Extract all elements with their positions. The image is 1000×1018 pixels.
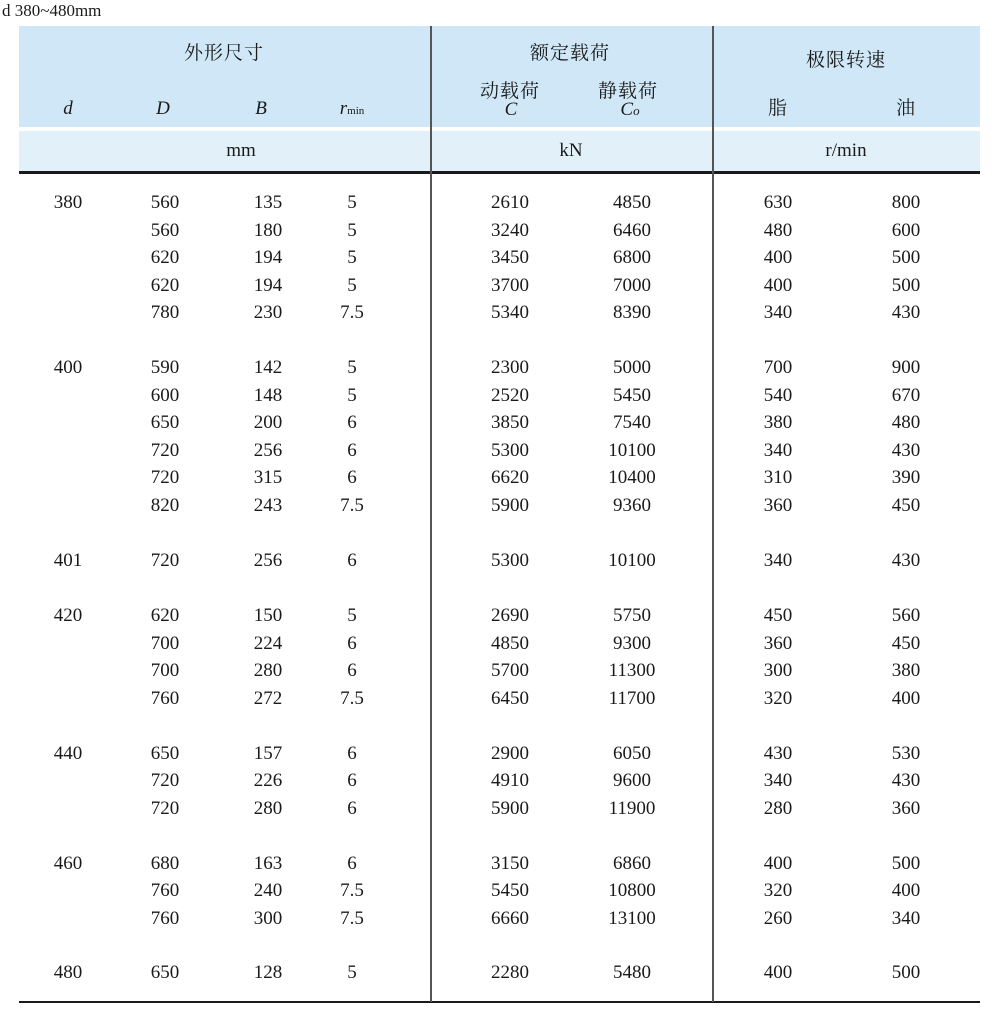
cell-grease-speed: 340 (763, 770, 793, 791)
cell-d: 400 (53, 357, 83, 378)
cell-B: 180 (253, 220, 283, 241)
cell-grease-speed: 340 (763, 550, 793, 571)
cell-d: 480 (53, 962, 83, 983)
cell-grease-speed: 380 (763, 412, 793, 433)
cell-oil-speed: 360 (891, 798, 921, 819)
cell-D: 560 (150, 220, 180, 241)
cell-B: 243 (253, 495, 283, 516)
cell-static-load: 6050 (613, 743, 651, 764)
cell-D: 680 (150, 853, 180, 874)
cell-D: 600 (150, 385, 180, 406)
cell-r-min: 5 (347, 247, 357, 268)
cell-r-min: 6 (347, 743, 357, 764)
cell-r-min: 7.5 (340, 495, 364, 516)
cell-static-load: 9300 (613, 633, 651, 654)
header-limit-speed: 极限转速 (805, 49, 887, 71)
header-static-sub: o (633, 103, 640, 118)
cell-grease-speed: 340 (763, 302, 793, 323)
cell-r-min: 7.5 (340, 908, 364, 929)
cell-B: 135 (253, 192, 283, 213)
cell-static-load: 9360 (613, 495, 651, 516)
cell-B: 150 (253, 605, 283, 626)
cell-d: 401 (53, 550, 83, 571)
cell-dynamic-load: 5340 (491, 302, 529, 323)
cell-r-min: 6 (347, 660, 357, 681)
cell-oil-speed: 500 (891, 853, 921, 874)
cell-grease-speed: 450 (763, 605, 793, 626)
cell-B: 300 (253, 908, 283, 929)
header-static-load: 静载荷 (597, 80, 659, 102)
cell-r-min: 5 (347, 962, 357, 983)
cell-D: 720 (150, 798, 180, 819)
cell-oil-speed: 900 (891, 357, 921, 378)
cell-dynamic-load: 2610 (491, 192, 529, 213)
cell-oil-speed: 500 (891, 275, 921, 296)
cell-dynamic-load: 5300 (491, 440, 529, 461)
cell-r-min: 6 (347, 550, 357, 571)
cell-dynamic-load: 2520 (491, 385, 529, 406)
cell-oil-speed: 800 (891, 192, 921, 213)
header-separator (19, 171, 980, 174)
cell-r-min: 7.5 (340, 688, 364, 709)
cell-grease-speed: 700 (763, 357, 793, 378)
cell-static-load: 11700 (608, 688, 656, 709)
cell-D: 760 (150, 908, 180, 929)
cell-static-load: 13100 (608, 908, 656, 929)
cell-oil-speed: 400 (891, 688, 921, 709)
cell-B: 163 (253, 853, 283, 874)
cell-B: 256 (253, 550, 283, 571)
cell-D: 650 (150, 743, 180, 764)
cell-dynamic-load: 2690 (491, 605, 529, 626)
cell-B: 315 (253, 467, 283, 488)
cell-oil-speed: 560 (891, 605, 921, 626)
header-oil: 油 (895, 97, 917, 119)
cell-grease-speed: 320 (763, 688, 793, 709)
cell-D: 590 (150, 357, 180, 378)
cell-static-load: 8390 (613, 302, 651, 323)
cell-D: 720 (150, 770, 180, 791)
cell-static-load: 5450 (613, 385, 651, 406)
cell-B: 280 (253, 798, 283, 819)
cell-B: 142 (253, 357, 283, 378)
cell-grease-speed: 360 (763, 495, 793, 516)
cell-D: 760 (150, 880, 180, 901)
cell-grease-speed: 320 (763, 880, 793, 901)
cell-B: 128 (253, 962, 283, 983)
cell-r-min: 5 (347, 192, 357, 213)
header-col-D: D (156, 98, 170, 119)
cell-dynamic-load: 6450 (491, 688, 529, 709)
cell-B: 240 (253, 880, 283, 901)
column-divider-1 (430, 26, 432, 1002)
cell-oil-speed: 450 (891, 495, 921, 516)
cell-D: 700 (150, 633, 180, 654)
header-col-r-sub: min (347, 105, 365, 117)
cell-dynamic-load: 5300 (491, 550, 529, 571)
cell-D: 620 (150, 605, 180, 626)
cell-grease-speed: 310 (763, 467, 793, 488)
cell-grease-speed: 480 (763, 220, 793, 241)
cell-B: 272 (253, 688, 283, 709)
cell-oil-speed: 430 (891, 302, 921, 323)
cell-oil-speed: 380 (891, 660, 921, 681)
column-divider-2 (712, 26, 714, 1002)
cell-D: 720 (150, 467, 180, 488)
cell-grease-speed: 300 (763, 660, 793, 681)
cell-oil-speed: 530 (891, 743, 921, 764)
cell-B: 224 (253, 633, 283, 654)
cell-r-min: 7.5 (340, 302, 364, 323)
cell-static-load: 5000 (613, 357, 651, 378)
cell-B: 256 (253, 440, 283, 461)
cell-static-load: 7000 (613, 275, 651, 296)
header-dynamic-load: 动载荷 (479, 80, 541, 102)
cell-r-min: 6 (347, 412, 357, 433)
cell-d: 440 (53, 743, 83, 764)
header-dimensions: 外形尺寸 (183, 42, 265, 64)
cell-oil-speed: 500 (891, 247, 921, 268)
cell-static-load: 5480 (613, 962, 651, 983)
cell-grease-speed: 400 (763, 247, 793, 268)
cell-oil-speed: 480 (891, 412, 921, 433)
cell-static-load: 5750 (613, 605, 651, 626)
cell-static-load: 6800 (613, 247, 651, 268)
cell-oil-speed: 500 (891, 962, 921, 983)
cell-r-min: 6 (347, 467, 357, 488)
cell-B: 194 (253, 275, 283, 296)
cell-static-load: 10100 (608, 440, 656, 461)
cell-dynamic-load: 5900 (491, 495, 529, 516)
cell-oil-speed: 600 (891, 220, 921, 241)
cell-dynamic-load: 5450 (491, 880, 529, 901)
cell-B: 280 (253, 660, 283, 681)
cell-D: 560 (150, 192, 180, 213)
cell-dynamic-load: 2900 (491, 743, 529, 764)
cell-static-load: 6460 (613, 220, 651, 241)
cell-D: 780 (150, 302, 180, 323)
cell-grease-speed: 630 (763, 192, 793, 213)
unit-kn: kN (559, 140, 583, 161)
cell-oil-speed: 390 (891, 467, 921, 488)
table-caption: d 380~480mm (2, 1, 102, 20)
header-static-symbol: C (620, 99, 634, 120)
cell-grease-speed: 400 (763, 275, 793, 296)
cell-D: 620 (150, 275, 180, 296)
cell-oil-speed: 450 (891, 633, 921, 654)
cell-static-load: 10100 (608, 550, 656, 571)
header-col-r: r (339, 98, 348, 119)
cell-static-load: 11300 (608, 660, 656, 681)
cell-dynamic-load: 3700 (491, 275, 529, 296)
cell-r-min: 6 (347, 853, 357, 874)
cell-D: 720 (150, 550, 180, 571)
header-rated-load: 额定载荷 (529, 42, 611, 64)
cell-dynamic-load: 6620 (491, 467, 529, 488)
cell-static-load: 9600 (613, 770, 651, 791)
table-bottom-rule (19, 1001, 980, 1003)
cell-r-min: 5 (347, 605, 357, 626)
cell-dynamic-load: 3240 (491, 220, 529, 241)
cell-dynamic-load: 4910 (491, 770, 529, 791)
cell-D: 760 (150, 688, 180, 709)
unit-rpm: r/min (825, 140, 867, 161)
cell-r-min: 5 (347, 275, 357, 296)
header-col-d: d (63, 98, 73, 119)
cell-dynamic-load: 3850 (491, 412, 529, 433)
cell-static-load: 11900 (608, 798, 656, 819)
cell-oil-speed: 400 (891, 880, 921, 901)
cell-static-load: 7540 (613, 412, 651, 433)
cell-r-min: 5 (347, 220, 357, 241)
cell-r-min: 5 (347, 385, 357, 406)
cell-grease-speed: 340 (763, 440, 793, 461)
cell-oil-speed: 430 (891, 770, 921, 791)
cell-D: 700 (150, 660, 180, 681)
cell-dynamic-load: 6660 (491, 908, 529, 929)
cell-B: 194 (253, 247, 283, 268)
cell-grease-speed: 280 (763, 798, 793, 819)
cell-r-min: 6 (347, 633, 357, 654)
cell-dynamic-load: 3450 (491, 247, 529, 268)
cell-B: 200 (253, 412, 283, 433)
cell-r-min: 6 (347, 798, 357, 819)
cell-D: 620 (150, 247, 180, 268)
cell-r-min: 5 (347, 357, 357, 378)
unit-mm: mm (226, 140, 256, 161)
cell-oil-speed: 430 (891, 550, 921, 571)
cell-r-min: 6 (347, 440, 357, 461)
cell-D: 650 (150, 962, 180, 983)
cell-static-load: 4850 (613, 192, 651, 213)
header-grease: 脂 (767, 97, 789, 119)
cell-r-min: 6 (347, 770, 357, 791)
header-col-rmin (340, 98, 365, 120)
cell-D: 650 (150, 412, 180, 433)
cell-B: 148 (253, 385, 283, 406)
cell-static-load: 10400 (608, 467, 656, 488)
cell-dynamic-load: 5700 (491, 660, 529, 681)
cell-dynamic-load: 2300 (491, 357, 529, 378)
cell-oil-speed: 340 (891, 908, 921, 929)
cell-grease-speed: 260 (763, 908, 793, 929)
cell-d: 420 (53, 605, 83, 626)
header-static-symbol-wrap (620, 99, 639, 121)
cell-grease-speed: 540 (763, 385, 793, 406)
cell-grease-speed: 400 (763, 853, 793, 874)
header-dynamic-symbol: C (504, 99, 518, 120)
cell-B: 226 (253, 770, 283, 791)
cell-static-load: 6860 (613, 853, 651, 874)
cell-r-min: 7.5 (340, 880, 364, 901)
cell-dynamic-load: 3150 (491, 853, 529, 874)
cell-dynamic-load: 5900 (491, 798, 529, 819)
cell-dynamic-load: 2280 (491, 962, 529, 983)
cell-dynamic-load: 4850 (491, 633, 529, 654)
header-col-B: B (255, 98, 267, 119)
cell-grease-speed: 430 (763, 743, 793, 764)
cell-grease-speed: 400 (763, 962, 793, 983)
cell-oil-speed: 430 (891, 440, 921, 461)
cell-D: 820 (150, 495, 180, 516)
cell-B: 157 (253, 743, 283, 764)
cell-B: 230 (253, 302, 283, 323)
cell-D: 720 (150, 440, 180, 461)
cell-oil-speed: 670 (891, 385, 921, 406)
cell-static-load: 10800 (608, 880, 656, 901)
cell-d: 460 (53, 853, 83, 874)
cell-grease-speed: 360 (763, 633, 793, 654)
cell-d: 380 (53, 192, 83, 213)
